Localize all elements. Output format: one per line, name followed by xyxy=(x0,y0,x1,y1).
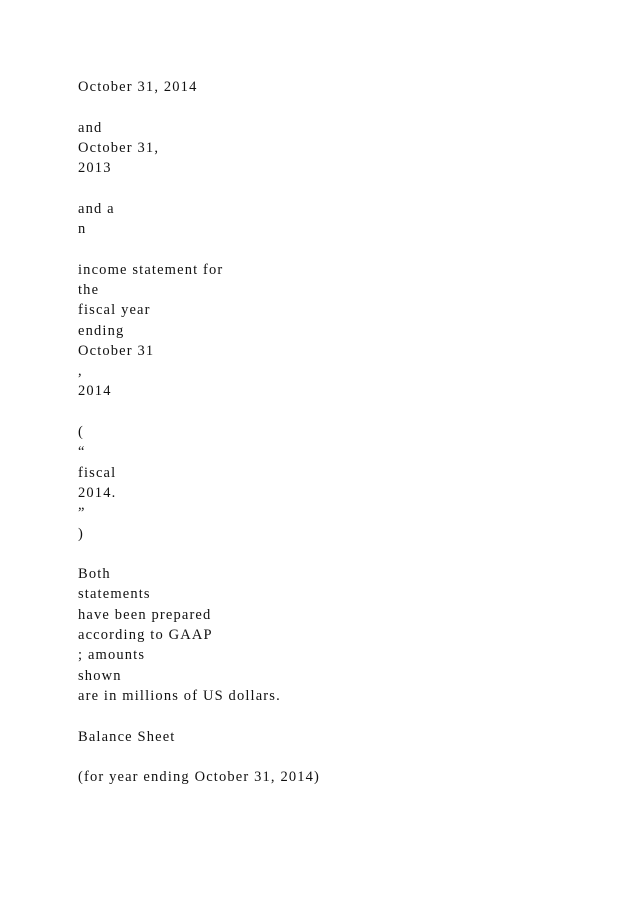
text-line: “ xyxy=(78,444,86,461)
text-line: October 31, 2014 xyxy=(78,79,198,95)
text-line: 2013 xyxy=(78,160,112,177)
text-line: ; amounts xyxy=(78,647,146,664)
text-line: ” xyxy=(78,505,86,522)
text-line: and a xyxy=(78,200,115,217)
text-line: shown xyxy=(78,667,122,684)
text-line: ) xyxy=(78,525,84,542)
text-line: according to GAAP xyxy=(78,627,213,644)
text-line: , xyxy=(78,363,83,380)
text-line: statements xyxy=(78,586,151,603)
text-line: have been prepared xyxy=(78,606,212,623)
text-line: and xyxy=(78,119,103,136)
section-heading: Balance Sheet xyxy=(78,728,176,745)
text-line: 2014 xyxy=(78,383,112,400)
blank-line xyxy=(78,178,598,198)
blank-line xyxy=(78,239,598,259)
text-line: the xyxy=(78,281,100,298)
text-line: n xyxy=(78,221,87,238)
blank-line xyxy=(78,97,598,117)
blank-line xyxy=(78,747,598,767)
text-line: 2014. xyxy=(78,484,117,501)
text-line: income statement for xyxy=(78,261,224,278)
text-line: October 31, xyxy=(78,139,160,156)
text-line: Both xyxy=(78,566,111,583)
text-line: October 31 xyxy=(78,342,155,359)
blank-line xyxy=(78,544,598,564)
document-body xyxy=(78,77,598,787)
text-line: fiscal xyxy=(78,464,117,481)
blank-line xyxy=(78,706,598,726)
text-line: are in millions of US dollars. xyxy=(78,687,281,704)
section-subheading: (for year ending October 31, 2014) xyxy=(78,769,321,786)
blank-line xyxy=(78,402,598,422)
text-line: ( xyxy=(78,424,84,441)
text-line: fiscal year xyxy=(78,302,151,319)
text-line: ending xyxy=(78,322,125,339)
